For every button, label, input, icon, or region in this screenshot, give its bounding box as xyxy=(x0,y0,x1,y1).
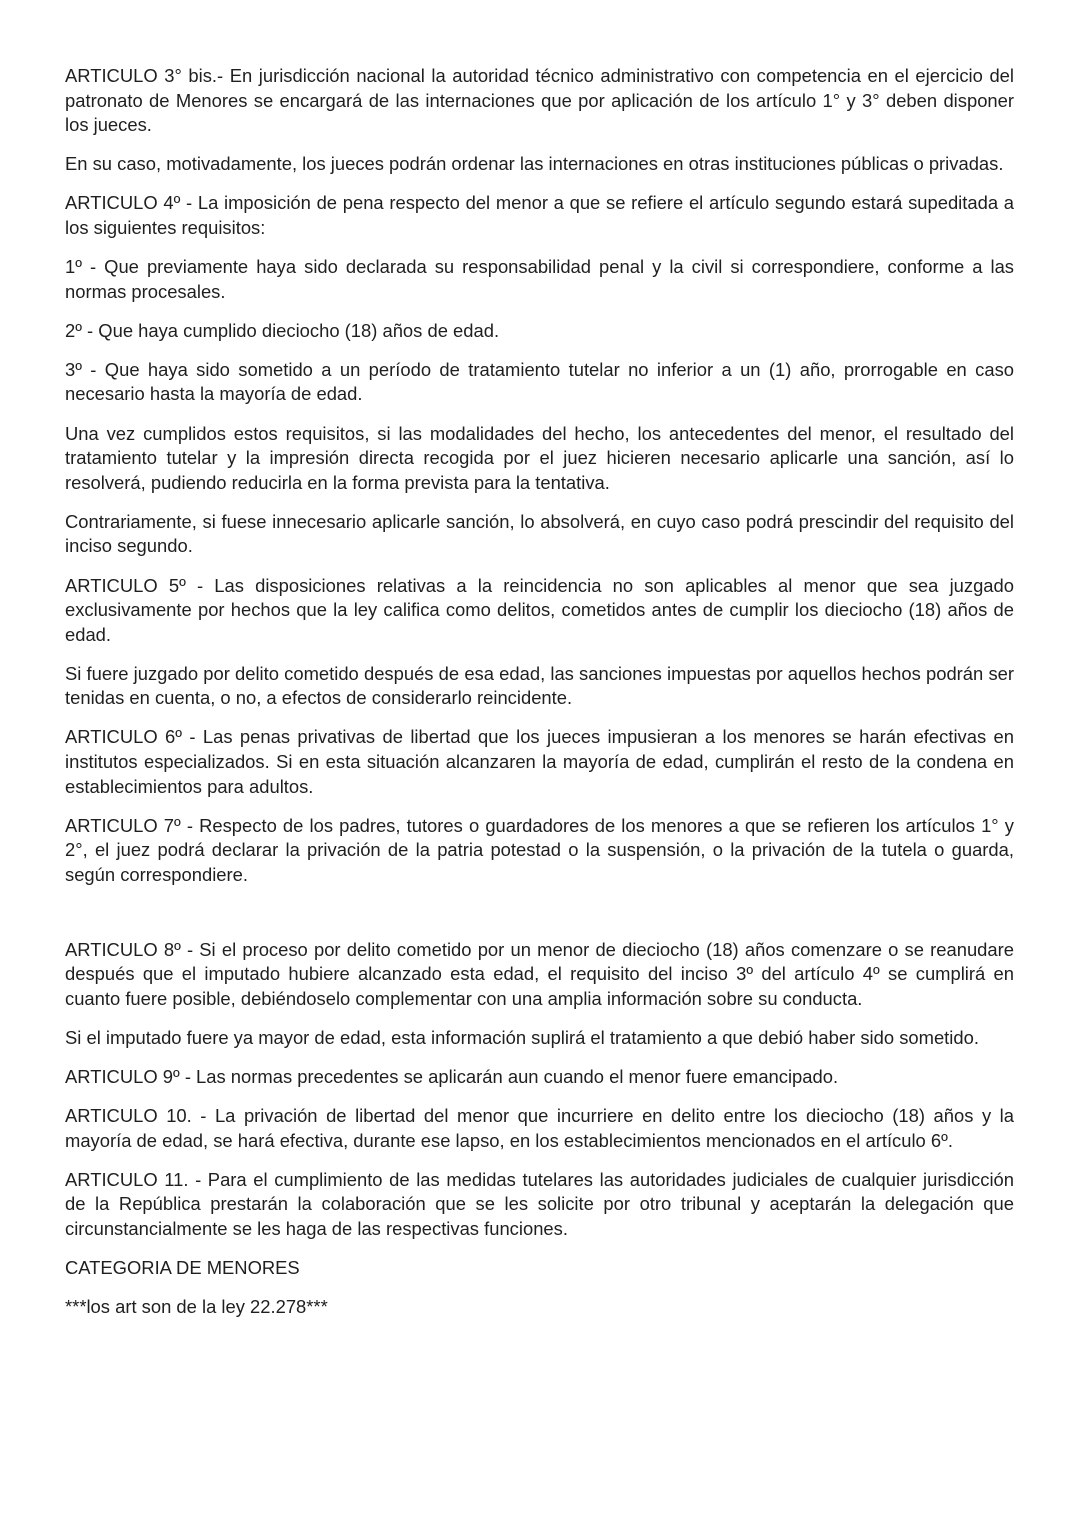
paragraph-articulo-9: ARTICULO 9º - Las normas precedentes se aplicarán aun cuando el menor fuere emancipado. xyxy=(65,1065,839,1087)
paragraph-sancion: Una vez cumplidos estos requisitos, si las modalidades del hecho, los antecedentes del menor, el resultado del tratamiento tutelar y la impresión directa recogida por el juez hicieren necesario aplicarle una sanción, así lo resolverá, pudiendo reducirla en la forma prevista para la tentativa. xyxy=(65,422,1014,493)
paragraph-requisito-1: 1º - Que previamente haya sido declarada su responsabilidad penal y la civil si correspondiere, conforme a las normas procesales. xyxy=(65,256,1014,302)
paragraph-articulo-8: ARTICULO 8º - Si el proceso por delito cometido por un menor de dieciocho (18) años comenzare o se reanudare después que el imputado hubiere alcanzado esta edad, el requisito del inciso 3º del artículo 4º se cumplirá en cuanto fuere posible, debiéndoselo complementar con una amplia información sobre su conducta. xyxy=(65,938,1014,1009)
paragraph-articulo-6: ARTICULO 6º - Las penas privativas de libertad que los jueces impusieran a los menores se harán efectivas en institutos especializados. Si en esta situación alcanzaren la mayoría de edad, cumplirán el resto de la condena en establecimientos para adultos. xyxy=(65,726,1014,797)
paragraph-requisito-2: 2º - Que haya cumplido dieciocho (18) años de edad. xyxy=(65,319,500,341)
section-heading-categoria-de-menores: CATEGORIA DE MENORES xyxy=(65,1256,300,1278)
paragraph-absolucion: Contrariamente, si fuese innecesario aplicarle sanción, lo absolverá, en cuyo caso podrá prescindir del requisito del inciso segundo. xyxy=(65,510,1014,557)
paragraph-articulo-10: ARTICULO 10. - La privación de libertad del menor que incurriere en delito entre los dieciocho (18) años y la mayoría de edad, se hará efectiva, durante ese lapso, en los establecimientos mencionados en el artículo 6º. xyxy=(65,1105,1014,1151)
document-body xyxy=(65,64,1014,1334)
paragraph-articulo-7: ARTICULO 7º - Respecto de los padres, tutores o guardadores de los menores a que se refieren los artículos 1° y 2°, el juez podrá declarar la privación de la patria potestad o la suspensión, o la privación de la tutela o guarda, según correspondiere. xyxy=(65,814,1014,885)
paragraph-internaciones: En su caso, motivadamente, los jueces podrán ordenar las internaciones en otras instituciones públicas o privadas. xyxy=(65,153,1004,175)
paragraph-articulo-11: ARTICULO 11. - Para el cumplimiento de las medidas tutelares las autoridades judiciales de cualquier jurisdicción de la República prestarán la colaboración que se les solicite por otro tribunal y aceptarán la delegación que circunstancialmente se les haga de las respectivas funciones. xyxy=(65,1168,1014,1239)
paragraph-articulo-4: ARTICULO 4º - La imposición de pena respecto del menor a que se refiere el artículo segundo estará supeditada a los siguientes requisitos: xyxy=(65,192,1014,238)
paragraph-mayor-de-edad: Si el imputado fuere ya mayor de edad, esta información suplirá el tratamiento a que debió haber sido sometido. xyxy=(65,1026,979,1048)
paragraph-requisito-3: 3º - Que haya sido sometido a un período de tratamiento tutelar no inferior a un (1) año, prorrogable en caso necesario hasta la mayoría de edad. xyxy=(65,358,1014,405)
paragraph-articulo-5: ARTICULO 5º - Las disposiciones relativas a la reincidencia no son aplicables al menor que sea juzgado exclusivamente por hechos que la ley califica como delitos, cometidos antes de cumplir los dieciocho (18) años de edad. xyxy=(65,574,1014,645)
paragraph-reincidencia: Si fuere juzgado por delito cometido después de esa edad, las sanciones impuestas por aquellos hechos podrán ser tenidas en cuenta, o no, a efectos de considerarlo reincidente. xyxy=(65,662,1014,709)
note-ley-22278: ***los art son de la ley 22.278*** xyxy=(65,1296,328,1318)
paragraph-articulo-3-bis: ARTICULO 3° bis.- En jurisdicción nacional la autoridad técnico administrativo con competencia en el ejercicio del patronato de Menores se encargará de las internaciones que por aplicación de los artículo 1° y 3° deben disponer los jueces. xyxy=(65,65,1014,136)
